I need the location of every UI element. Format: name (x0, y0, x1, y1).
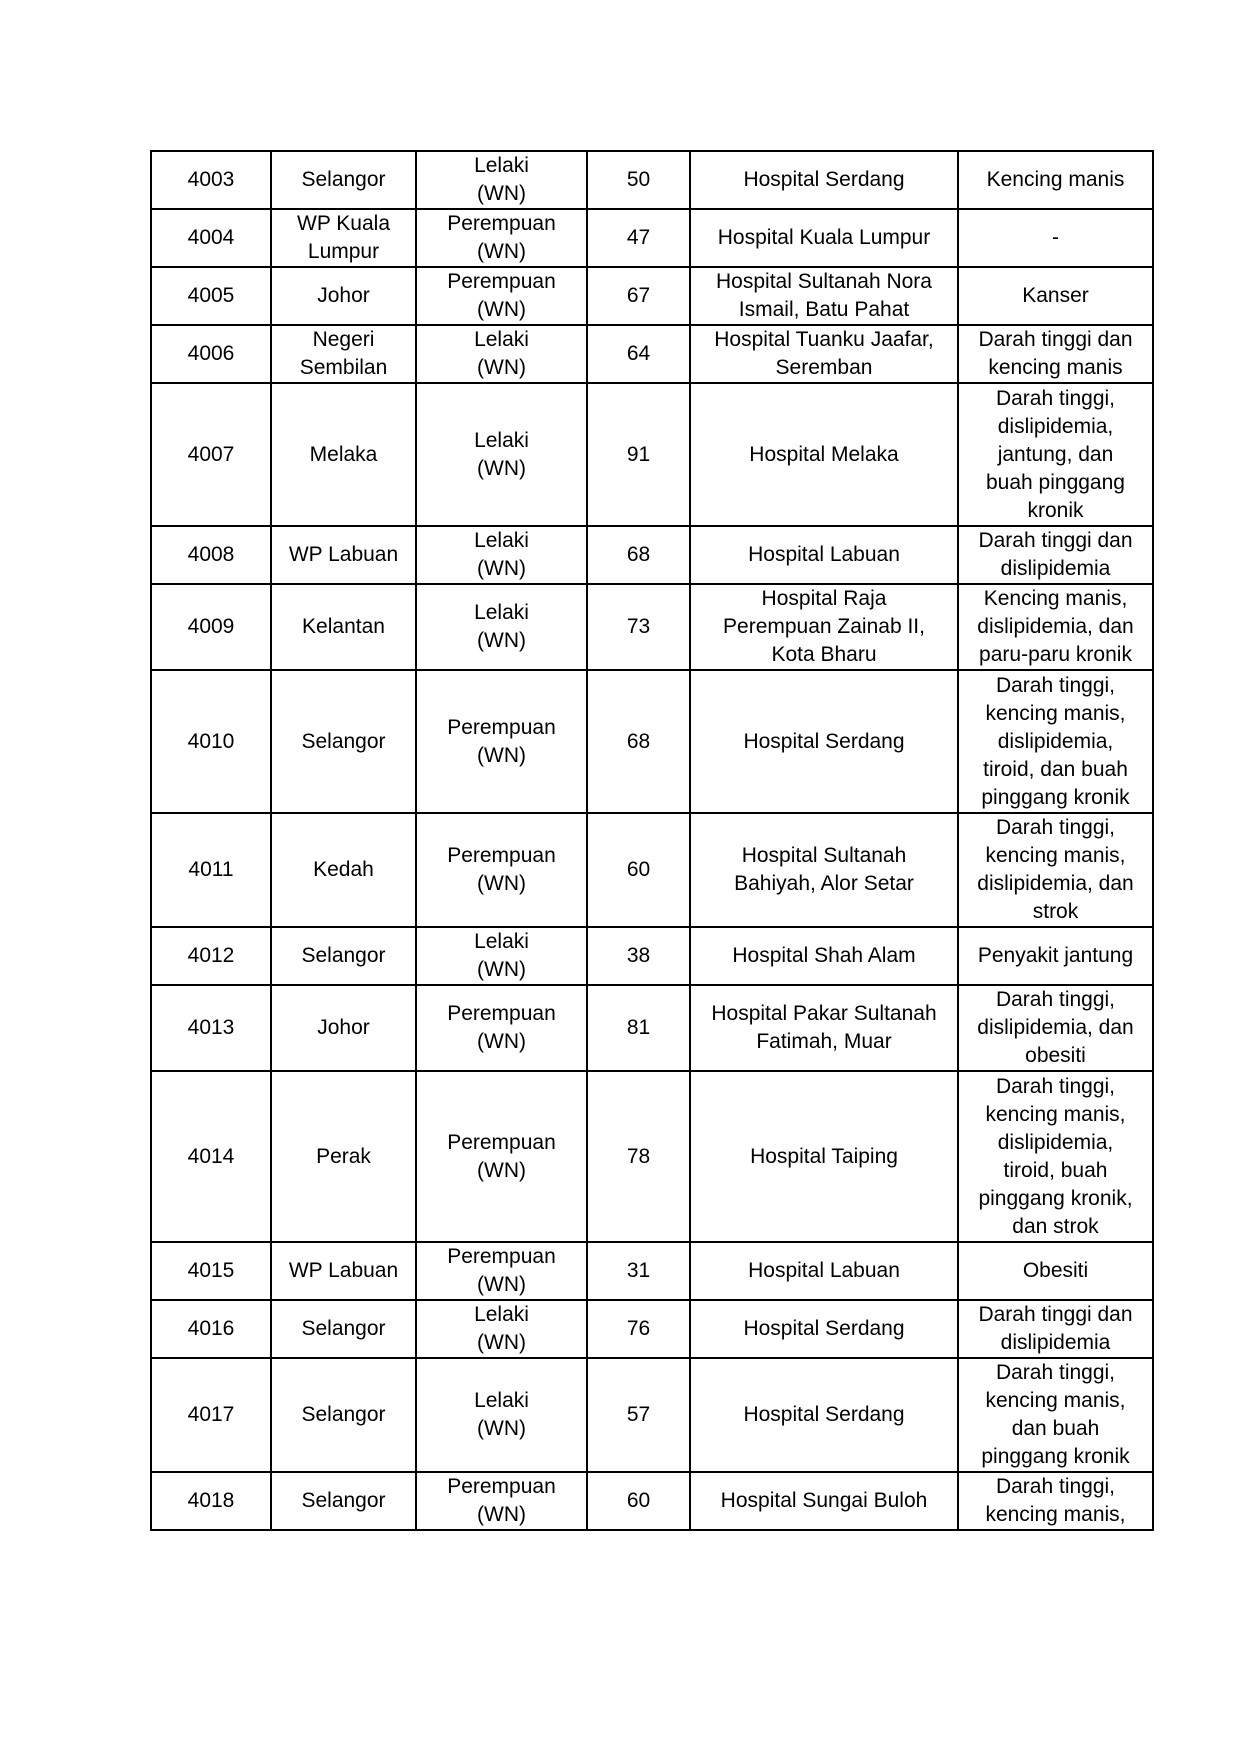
state-cell: Johor (271, 985, 416, 1071)
case-number-cell: 4010 (151, 670, 271, 813)
gender-citizenship-cell: Perempuan (WN) (416, 1242, 587, 1300)
gender-citizenship-cell: Lelaki (WN) (416, 383, 587, 526)
state-cell: Perak (271, 1071, 416, 1242)
state-cell: WP Kuala Lumpur (271, 209, 416, 267)
gender-citizenship-cell: Lelaki (WN) (416, 1300, 587, 1358)
hospital-cell: Hospital Kuala Lumpur (690, 209, 958, 267)
case-number-cell: 4018 (151, 1472, 271, 1530)
hospital-cell: Hospital Serdang (690, 151, 958, 209)
table-row (151, 584, 1153, 670)
comorbidities-cell: Darah tinggi, kencing manis, dislipidemia, tiroid, buah pinggang kronik, dan strok (958, 1071, 1153, 1242)
comorbidities-cell: Darah tinggi, dislipidemia, dan obesiti (958, 985, 1153, 1071)
age-cell: 81 (587, 985, 690, 1071)
age-cell: 57 (587, 1358, 690, 1472)
table-row (151, 526, 1153, 584)
hospital-cell: Hospital Sungai Buloh (690, 1472, 958, 1530)
table-row (151, 1071, 1153, 1242)
state-cell: Johor (271, 267, 416, 325)
hospital-cell: Hospital Serdang (690, 1300, 958, 1358)
case-number-cell: 4007 (151, 383, 271, 526)
comorbidities-cell: Darah tinggi, kencing manis, (958, 1472, 1153, 1530)
state-cell: Selangor (271, 927, 416, 985)
hospital-cell: Hospital Raja Perempuan Zainab II, Kota Bharu (690, 584, 958, 670)
case-number-cell: 4016 (151, 1300, 271, 1358)
case-number-cell: 4017 (151, 1358, 271, 1472)
age-cell: 78 (587, 1071, 690, 1242)
gender-citizenship-cell: Lelaki (WN) (416, 584, 587, 670)
comorbidities-cell: Darah tinggi, dislipidemia, jantung, dan buah pinggang kronik (958, 383, 1153, 526)
age-cell: 64 (587, 325, 690, 383)
case-number-cell: 4009 (151, 584, 271, 670)
gender-citizenship-cell: Perempuan (WN) (416, 670, 587, 813)
state-cell: Selangor (271, 670, 416, 813)
state-cell: Kedah (271, 813, 416, 927)
state-cell: Selangor (271, 1472, 416, 1530)
death-cases-table (150, 150, 1154, 1531)
table-row (151, 670, 1153, 813)
hospital-cell: Hospital Sultanah Bahiyah, Alor Setar (690, 813, 958, 927)
table-row (151, 927, 1153, 985)
case-number-cell: 4014 (151, 1071, 271, 1242)
table-row (151, 1472, 1153, 1530)
gender-citizenship-cell: Lelaki (WN) (416, 526, 587, 584)
state-cell: Melaka (271, 383, 416, 526)
case-number-cell: 4008 (151, 526, 271, 584)
case-number-cell: 4015 (151, 1242, 271, 1300)
comorbidities-cell: - (958, 209, 1153, 267)
hospital-cell: Hospital Serdang (690, 670, 958, 813)
state-cell: Selangor (271, 1300, 416, 1358)
comorbidities-cell: Kencing manis (958, 151, 1153, 209)
comorbidities-cell: Darah tinggi dan kencing manis (958, 325, 1153, 383)
case-number-cell: 4004 (151, 209, 271, 267)
table-row (151, 267, 1153, 325)
age-cell: 50 (587, 151, 690, 209)
gender-citizenship-cell: Lelaki (WN) (416, 1358, 587, 1472)
hospital-cell: Hospital Serdang (690, 1358, 958, 1472)
table-row (151, 813, 1153, 927)
gender-citizenship-cell: Perempuan (WN) (416, 209, 587, 267)
comorbidities-cell: Darah tinggi, kencing manis, dislipidemia, tiroid, dan buah pinggang kronik (958, 670, 1153, 813)
table-row (151, 151, 1153, 209)
hospital-cell: Hospital Shah Alam (690, 927, 958, 985)
comorbidities-cell: Darah tinggi dan dislipidemia (958, 526, 1153, 584)
gender-citizenship-cell: Lelaki (WN) (416, 151, 587, 209)
state-cell: Kelantan (271, 584, 416, 670)
age-cell: 60 (587, 813, 690, 927)
age-cell: 91 (587, 383, 690, 526)
case-number-cell: 4012 (151, 927, 271, 985)
hospital-cell: Hospital Melaka (690, 383, 958, 526)
hospital-cell: Hospital Labuan (690, 1242, 958, 1300)
age-cell: 47 (587, 209, 690, 267)
comorbidities-cell: Darah tinggi dan dislipidemia (958, 1300, 1153, 1358)
gender-citizenship-cell: Perempuan (WN) (416, 267, 587, 325)
age-cell: 68 (587, 670, 690, 813)
age-cell: 38 (587, 927, 690, 985)
document-page (150, 150, 1154, 1531)
table-row (151, 1300, 1153, 1358)
case-number-cell: 4003 (151, 151, 271, 209)
table-row (151, 209, 1153, 267)
comorbidities-cell: Darah tinggi, kencing manis, dan buah pinggang kronik (958, 1358, 1153, 1472)
state-cell: Selangor (271, 1358, 416, 1472)
hospital-cell: Hospital Labuan (690, 526, 958, 584)
table-row (151, 1242, 1153, 1300)
gender-citizenship-cell: Lelaki (WN) (416, 325, 587, 383)
gender-citizenship-cell: Lelaki (WN) (416, 927, 587, 985)
age-cell: 68 (587, 526, 690, 584)
hospital-cell: Hospital Pakar Sultanah Fatimah, Muar (690, 985, 958, 1071)
gender-citizenship-cell: Perempuan (WN) (416, 1472, 587, 1530)
comorbidities-cell: Obesiti (958, 1242, 1153, 1300)
hospital-cell: Hospital Tuanku Jaafar, Seremban (690, 325, 958, 383)
case-number-cell: 4005 (151, 267, 271, 325)
comorbidities-cell: Penyakit jantung (958, 927, 1153, 985)
table-row (151, 325, 1153, 383)
table-body (151, 151, 1153, 1530)
age-cell: 60 (587, 1472, 690, 1530)
state-cell: WP Labuan (271, 1242, 416, 1300)
table-row (151, 1358, 1153, 1472)
gender-citizenship-cell: Perempuan (WN) (416, 1071, 587, 1242)
comorbidities-cell: Darah tinggi, kencing manis, dislipidemia, dan strok (958, 813, 1153, 927)
comorbidities-cell: Kanser (958, 267, 1153, 325)
table-row (151, 383, 1153, 526)
age-cell: 67 (587, 267, 690, 325)
gender-citizenship-cell: Perempuan (WN) (416, 985, 587, 1071)
case-number-cell: 4011 (151, 813, 271, 927)
hospital-cell: Hospital Sultanah Nora Ismail, Batu Pahat (690, 267, 958, 325)
age-cell: 31 (587, 1242, 690, 1300)
gender-citizenship-cell: Perempuan (WN) (416, 813, 587, 927)
case-number-cell: 4013 (151, 985, 271, 1071)
table-row (151, 985, 1153, 1071)
state-cell: Selangor (271, 151, 416, 209)
state-cell: Negeri Sembilan (271, 325, 416, 383)
comorbidities-cell: Kencing manis, dislipidemia, dan paru-paru kronik (958, 584, 1153, 670)
hospital-cell: Hospital Taiping (690, 1071, 958, 1242)
age-cell: 76 (587, 1300, 690, 1358)
age-cell: 73 (587, 584, 690, 670)
case-number-cell: 4006 (151, 325, 271, 383)
state-cell: WP Labuan (271, 526, 416, 584)
